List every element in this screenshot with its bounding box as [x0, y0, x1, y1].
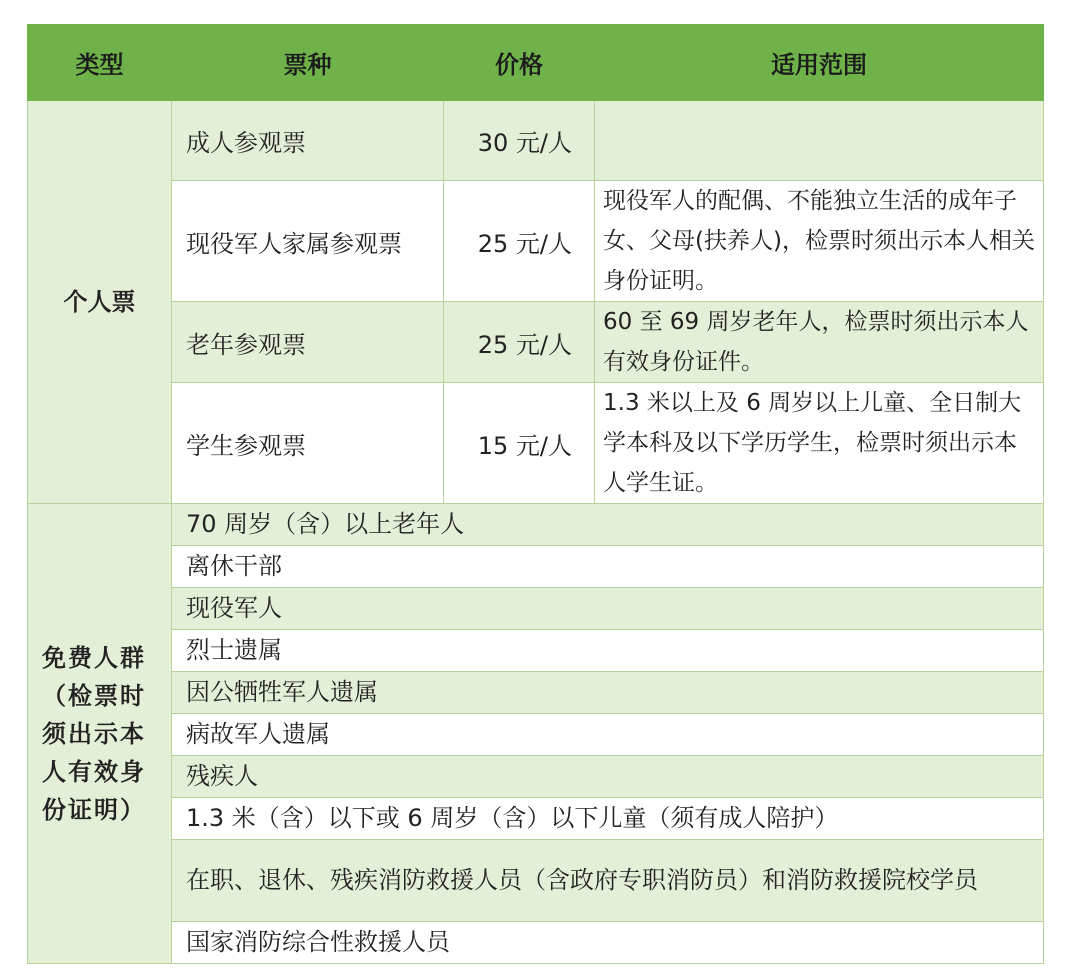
table-row [28, 840, 1044, 922]
ticket-name: 现役军人家属参观票 [172, 181, 444, 302]
table-row [28, 756, 1044, 798]
ticket-scope: 60 至 69 周岁老年人，检票时须出示本人有效身份证件。 [595, 302, 1044, 383]
table-row [28, 302, 1044, 383]
table-row [28, 181, 1044, 302]
header-price: 价格 [444, 25, 595, 101]
header-ticket: 票种 [172, 25, 444, 101]
type-free-line: 份证明） [42, 795, 146, 824]
ticket-name: 老年参观票 [172, 302, 444, 383]
table-row [28, 630, 1044, 672]
type-free-line: 须出示本 [42, 719, 146, 748]
header-scope: 适用范围 [595, 25, 1044, 101]
type-individual: 个人票 [28, 101, 172, 504]
type-free-line: 人有效身 [42, 757, 146, 786]
ticket-price: 15 元/人 [444, 383, 595, 504]
ticket-name: 学生参观票 [172, 383, 444, 504]
table-row [28, 922, 1044, 964]
free-group: 残疾人 [172, 756, 1044, 798]
ticket-price: 25 元/人 [444, 181, 595, 302]
table-row [28, 101, 1044, 181]
free-group: 现役军人 [172, 588, 1044, 630]
table-row [28, 546, 1044, 588]
free-group: 因公牺牲军人遗属 [172, 672, 1044, 714]
table-row [28, 714, 1044, 756]
free-group: 烈士遗属 [172, 630, 1044, 672]
table-header-row [28, 25, 1044, 101]
table-row [28, 383, 1044, 504]
free-group: 70 周岁（含）以上老年人 [172, 504, 1044, 546]
ticket-price: 25 元/人 [444, 302, 595, 383]
type-free-line: （检票时 [42, 681, 146, 710]
ticket-scope: 现役军人的配偶、不能独立生活的成年子女、父母(扶养人)，检票时须出示本人相关身份证明。 [595, 181, 1044, 302]
free-group: 在职、退休、残疾消防救援人员（含政府专职消防员）和消防救援院校学员 [172, 840, 1044, 922]
type-free-line: 免费人群 [42, 643, 146, 672]
type-free [28, 504, 172, 964]
header-type: 类型 [28, 25, 172, 101]
ticket-price: 30 元/人 [444, 101, 595, 181]
ticket-name: 成人参观票 [172, 101, 444, 181]
table-row [28, 588, 1044, 630]
free-group: 病故军人遗属 [172, 714, 1044, 756]
free-group: 1.3 米（含）以下或 6 周岁（含）以下儿童（须有成人陪护） [172, 798, 1044, 840]
table-row [28, 798, 1044, 840]
free-group: 国家消防综合性救援人员 [172, 922, 1044, 964]
table-row [28, 504, 1044, 546]
ticket-scope [595, 101, 1044, 181]
table-row [28, 672, 1044, 714]
ticket-scope: 1.3 米以上及 6 周岁以上儿童、全日制大学本科及以下学历学生，检票时须出示本人学生证。 [595, 383, 1044, 504]
free-group: 离休干部 [172, 546, 1044, 588]
ticket-price-table [27, 24, 1044, 964]
